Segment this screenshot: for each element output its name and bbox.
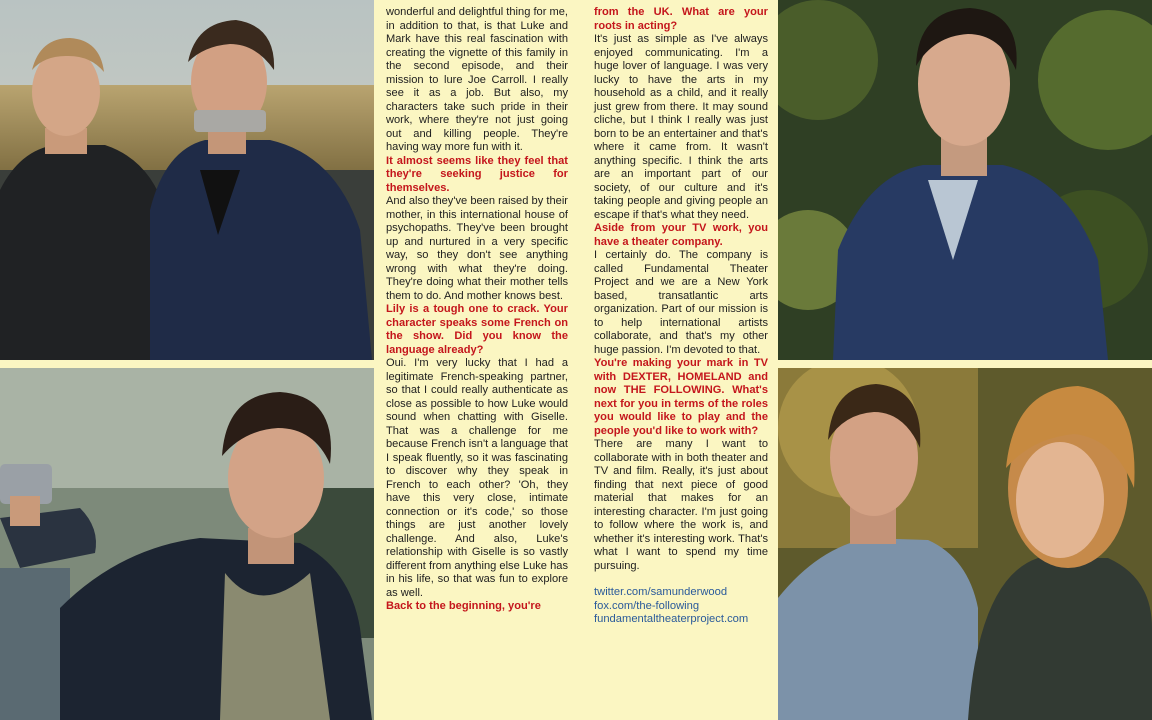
- photo-two-men-outdoors: [0, 0, 374, 360]
- article-column-1: [378, 0, 574, 720]
- answer-paragraph: There are many I want to collaborate with in both theater and TV and film. Really, it's just about finding that next piece of good material that makes for an interesting character. I'm just going to follow where the work is, and whether it's interesting work. That's what I want to spend my time pursuing.: [594, 438, 768, 572]
- theater-project-link[interactable]: fundamentaltheaterproject.com: [594, 613, 749, 626]
- photo-man-and-woman: [778, 368, 1152, 720]
- answer-paragraph: I certainly do. The company is called Fundamental Theater Project and we are a New York based, transatlantic arts organization. Part of our mission is to help international artists collaborate, and that's my other huge passion. I'm devoted to that.: [594, 249, 768, 356]
- question-paragraph: from the UK. What are your roots in acting?: [594, 6, 768, 32]
- question-paragraph: It almost seems like they feel that they're seeking justice for themselves.: [386, 154, 568, 194]
- question-paragraph: Back to the beginning, you're: [386, 600, 541, 612]
- fox-show-link[interactable]: fox.com/the-following: [594, 599, 700, 612]
- answer-paragraph: wonderful and delightful thing for me, in addition to that, is that Luke and Mark have this real fascination with creating the vignette of this family in the second episode, and their mission to lure Joe Carroll. I really see it as a job. But also, my characters take such pride in their work, where they're not just going out and killing people. They're having way more fun with it.: [386, 6, 568, 153]
- photo-man-aiming-gun: [0, 368, 374, 720]
- answer-paragraph: Oui. I'm very lucky that I had a legitimate French-speaking partner, so that I could really authenticate as close as possible to how Luke would sound when chatting with Giselle. That was a challenge for me because French isn't a language that I speak fluently, so it was fascinating to discover why they speak in French to each other? 'Oh, they have this very close, intimate connection or it's code,' so those things are just another lovely challenge. And also, Luke's relationship with Giselle is so vastly different from anything else Luke has in his life, so that was fun to explore as well.: [386, 357, 568, 599]
- question-paragraph: You're making your mark in TV with DEXTER, HOMELAND and now THE FOLLOWING. What's next for you in terms of the roles you would like to play and the people you'd like to work with?: [594, 357, 768, 437]
- question-paragraph: Aside from your TV work, you have a theater company.: [594, 222, 768, 248]
- twitter-link[interactable]: twitter.com/samunderwood: [594, 586, 728, 598]
- answer-paragraph: It's just as simple as I've always enjoyed communicating. I'm a huge lover of language. I was very lucky to have the arts in my household as a child, and it really just grew from there. It may sound cliche, but I think I really was just born to be an entertainer and that's where it came from. It wasn't anything specific. I think the arts are an important part of our society, of our culture and it's taking people and giving people an escape if that's what they need.: [594, 33, 768, 221]
- photo-man-portrait: [778, 0, 1152, 360]
- article-column-2: [588, 0, 774, 720]
- answer-paragraph: And also they've been raised by their mother, in this international house of psychopaths. They've been brought up and nurtured in a very specific way, so they don't see anything wrong with what they're doing. They're doing what their mother tells them to do. And mother knows best.: [386, 195, 568, 302]
- question-paragraph: Lily is a tough one to crack. Your character speaks some French on the show. Did you know the language already?: [386, 303, 568, 356]
- link-list: [594, 586, 768, 627]
